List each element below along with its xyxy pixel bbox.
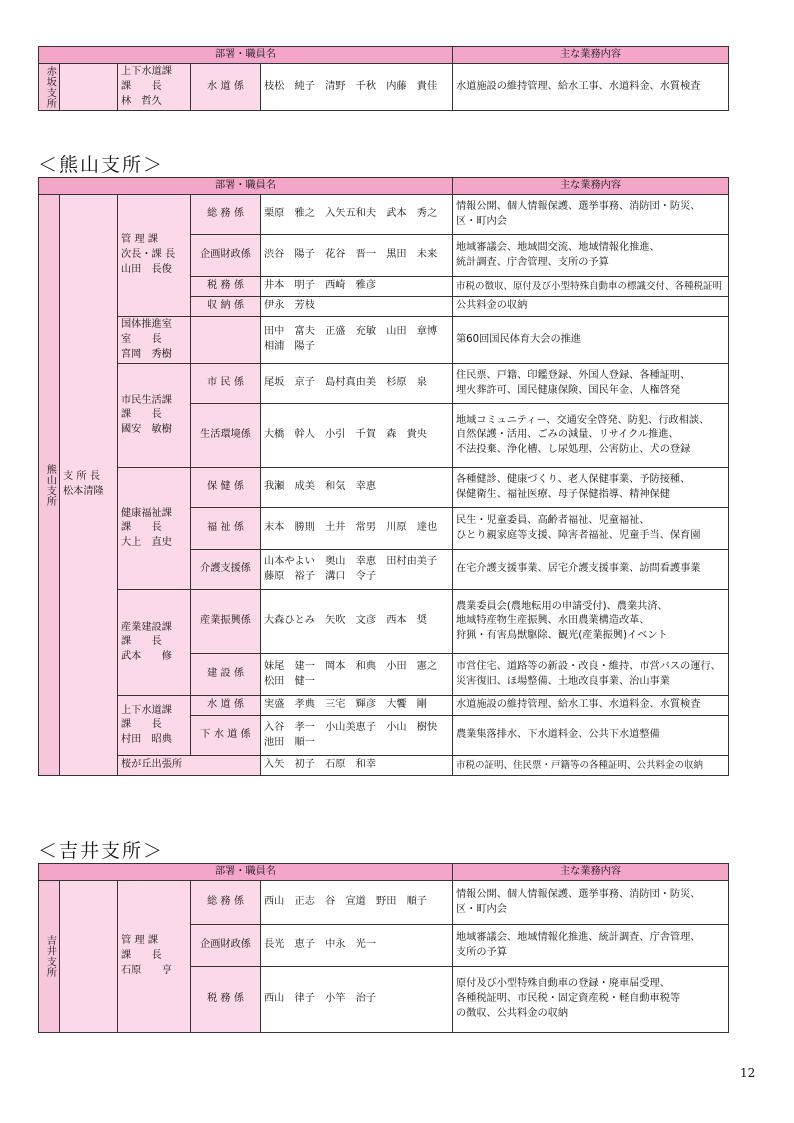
staff-cell: 伊永 芳枝 bbox=[261, 297, 453, 317]
kumayama-table bbox=[38, 177, 729, 776]
staff-cell: 入矢 初子 石原 和幸 bbox=[261, 756, 453, 776]
staff-cell: 尾坂 京子 島村真由美 杉原 泉 bbox=[261, 364, 453, 404]
table-row bbox=[39, 317, 729, 364]
kakari-suido: 水 道 係 bbox=[191, 696, 261, 716]
branch-label-kumayama: 熊山支所 bbox=[39, 195, 60, 776]
kakari-hoken: 保 健 係 bbox=[191, 468, 261, 508]
header-duty: 主な業務内容 bbox=[453, 178, 729, 195]
kumayama-header-row bbox=[39, 178, 729, 195]
staff-cell: 入谷 孝一 小山美恵子 小山 樹快 池田 順一 bbox=[261, 716, 453, 756]
duty-cell: 在宅介護支援事業、居宅介護支援事業、訪問看護事業 bbox=[453, 550, 729, 590]
staff-cell: 渋谷 陽子 花谷 晋一 黒田 未来 bbox=[261, 235, 453, 277]
division-kenko: 健康福祉課 課 長 大上 直史 bbox=[118, 468, 191, 590]
branch-head-cell: 支 所 長 松本清隆 bbox=[60, 195, 118, 776]
duty-cell: 第60回国民体育大会の推進 bbox=[453, 317, 729, 364]
staff-cell: 長光 恵子 中永 光一 bbox=[261, 925, 453, 967]
section-title-kumayama: ＜熊山支所＞ bbox=[38, 154, 165, 176]
kakari-seikatsu: 生活環境係 bbox=[191, 404, 261, 468]
table-row bbox=[39, 64, 729, 111]
staff-cell: 山本やよい 奥山 幸恵 田村由美子 藤原 裕子 溝口 令子 bbox=[261, 550, 453, 590]
table-row bbox=[39, 590, 729, 654]
staff-cell: 井本 明子 西崎 雅彦 bbox=[261, 277, 453, 297]
kakari-kikaku: 企画財政係 bbox=[191, 235, 261, 277]
kakari-shinko: 産業振興係 bbox=[191, 590, 261, 654]
kakari-soumu: 総 務 係 bbox=[191, 195, 261, 235]
kakari-soumu: 総 務 係 bbox=[191, 881, 261, 925]
duty-cell: 地域審議会、地域間交流、地域情報化推進、 統計調査、庁舎管理、支所の予算 bbox=[453, 235, 729, 277]
staff-cell: 大森ひとみ 矢吹 文彦 西本 奨 bbox=[261, 590, 453, 654]
duty-cell: 公共料金の収納 bbox=[453, 297, 729, 317]
kakari-shimin: 市 民 係 bbox=[191, 364, 261, 404]
empty-cell bbox=[191, 317, 261, 364]
kakari-gesuido: 下 水 道 係 bbox=[191, 716, 261, 756]
division-sangyo: 産業建設課 課 長 武本 修 bbox=[118, 590, 191, 696]
branch-label-akasaka: 赤坂支所 bbox=[39, 64, 60, 111]
kakari-kikaku: 企画財政係 bbox=[191, 925, 261, 967]
staff-cell: 西山 正志 谷 宣道 野田 順子 bbox=[261, 881, 453, 925]
duty-cell: 地域コミュニティー、交通安全啓発、防犯、行政相談、 自然保護・活用、ごみの減量、リサイクル推進、 不法投棄、浄化槽、し尿処理、公害防止、犬の登録 bbox=[453, 404, 729, 468]
division-kanri: 管 理 課 課 長 石原 亨 bbox=[118, 881, 191, 1033]
table-row bbox=[39, 468, 729, 508]
staff-cell: 妹尾 建一 岡本 和典 小田 憲之 松田 健一 bbox=[261, 654, 453, 696]
empty-cell bbox=[60, 881, 118, 1033]
table-row bbox=[39, 696, 729, 716]
staff-cell: 田中 富夫 正盛 充敏 山田 章博 相浦 陽子 bbox=[261, 317, 453, 364]
akasaka-table bbox=[38, 46, 729, 111]
kakari-zeimu: 税 務 係 bbox=[191, 277, 261, 297]
duty-cell: 地域審議会、地域情報化推進、統計調査、庁舎管理、 支所の予算 bbox=[453, 925, 729, 967]
duty-cell: 情報公開、個人情報保護、選挙事務、消防団・防災、 区・町内会 bbox=[453, 881, 729, 925]
header-dept: 部署・職員名 bbox=[39, 47, 453, 64]
duty-cell: 情報公開、個人情報保護、選挙事務、消防団・防災、 区・町内会 bbox=[453, 195, 729, 235]
kakari-fukushi: 福 祉 係 bbox=[191, 508, 261, 550]
header-dept: 部署・職員名 bbox=[39, 178, 453, 195]
duty-cell: 民生・児童委員、高齢者福祉、児童福祉、 ひとり親家庭等支援、障害者福祉、児童手当、保育園 bbox=[453, 508, 729, 550]
division-sakuragaoka: 桜が丘出張所 bbox=[118, 756, 261, 776]
staff-cell: 我瀬 成美 和気 幸恵 bbox=[261, 468, 453, 508]
table-row bbox=[39, 756, 729, 776]
table-row bbox=[39, 881, 729, 925]
duty-cell: 水道施設の維持管理、給水工事、水道料金、水質検査 bbox=[453, 696, 729, 716]
yoshii-header-row bbox=[39, 864, 729, 881]
kakari-kaigo: 介護支援係 bbox=[191, 550, 261, 590]
yoshii-table bbox=[38, 863, 729, 1033]
duty-cell: 農業集落排水、下水道料金、公共下水道整備 bbox=[453, 716, 729, 756]
duty-cell: 農業委員会(農地転用の申請受付)、農業共済、 地域特産物生産振興、水田農業構造改革、 狩猟・有害鳥獣駆除、観光(産業振興)イベント bbox=[453, 590, 729, 654]
staff-cell: 大橋 幹人 小引 千賀 森 貴央 bbox=[261, 404, 453, 468]
kakari-shuno: 収 納 係 bbox=[191, 297, 261, 317]
division-josuido: 上下水道課 課 長 村田 昭典 bbox=[118, 696, 191, 756]
page-number: 12 bbox=[740, 1066, 756, 1080]
kakari-cell: 水 道 係 bbox=[191, 64, 261, 111]
section-title-yoshii: ＜吉井支所＞ bbox=[38, 840, 165, 862]
header-duty: 主な業務内容 bbox=[453, 864, 729, 881]
kakari-kensetsu: 建 設 係 bbox=[191, 654, 261, 696]
duty-cell: 各種健診、健康づくり、老人保健事業、予防接種、 保健衛生、福祉医療、母子保健指導、精神保健 bbox=[453, 468, 729, 508]
kakari-zeimu: 税 務 係 bbox=[191, 967, 261, 1033]
duty-cell: 市税の証明、住民票・戸籍等の各種証明、公共料金の収納 bbox=[453, 756, 729, 776]
staff-cell: 西山 律子 小竿 治子 bbox=[261, 967, 453, 1033]
duty-cell: 市営住宅、道路等の新設・改良・維持、市営バスの運行、 災害復旧、ほ場整備、土地改良事業、治山事業 bbox=[453, 654, 729, 696]
staff-cell: 実盛 孝典 三宅 輝彦 大饗 剛 bbox=[261, 696, 453, 716]
duty-cell: 住民票、戸籍、印鑑登録、外国人登録、各種証明、 埋火葬許可、国民健康保険、国民年金、人権啓発 bbox=[453, 364, 729, 404]
branch-label-yoshii: 吉井支所 bbox=[39, 881, 60, 1033]
staff-cell: 栗原 雅之 入矢五和夫 武本 秀之 bbox=[261, 195, 453, 235]
division-cell: 上下水道課 課 長 林 哲久 bbox=[118, 64, 191, 111]
division-kanri: 管 理 課 次長・課 長 山田 長俊 bbox=[118, 195, 191, 317]
staff-cell: 末本 勝則 土井 常男 川原 達也 bbox=[261, 508, 453, 550]
akasaka-header-row bbox=[39, 47, 729, 64]
header-dept: 部署・職員名 bbox=[39, 864, 453, 881]
header-duty: 主な業務内容 bbox=[453, 47, 729, 64]
table-row bbox=[39, 364, 729, 404]
table-row bbox=[39, 195, 729, 235]
duty-cell: 原付及び小型特殊自動車の登録・廃車届受理、 各種税証明、市民税・固定資産税・軽自動車税等 の徴収、公共料金の収納 bbox=[453, 967, 729, 1033]
duty-cell: 水道施設の維持管理、給水工事、水道料金、水質検査 bbox=[453, 64, 729, 111]
staff-cell: 枝松 純子 清野 千秋 内藤 貴佳 bbox=[261, 64, 453, 111]
division-shimin: 市民生活課 課 長 國安 敏樹 bbox=[118, 364, 191, 468]
empty-cell bbox=[60, 64, 118, 111]
division-kokutai: 国体推進室 室 長 宮岡 秀樹 bbox=[118, 317, 191, 364]
duty-cell: 市税の徴収、原付及び小型特殊自動車の標識交付、各種税証明 bbox=[453, 277, 729, 297]
